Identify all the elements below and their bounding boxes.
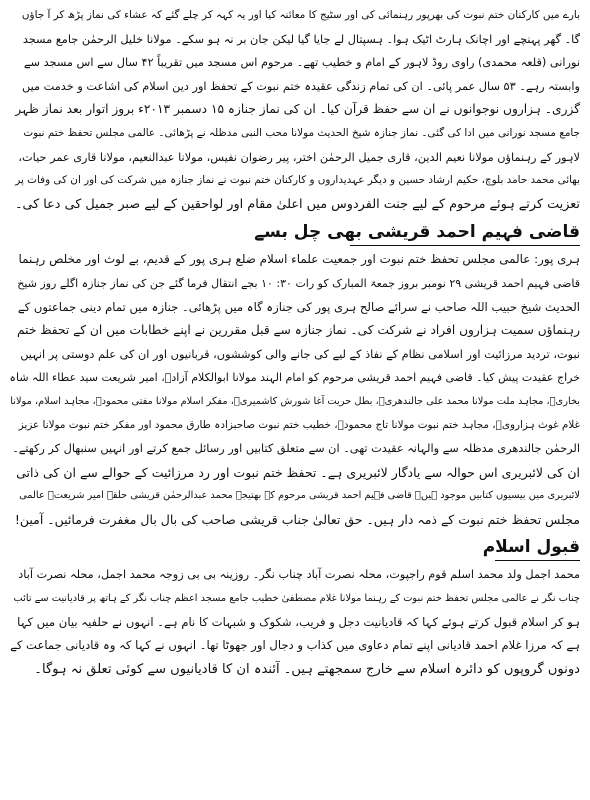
text-line: چناب نگر نے عالمی مجلس تحفظ ختم نبوت کے رہنما مولانا غلام مصطفیٰ خطیب جامع مسجد اعظم چناب نگر کے ہاتھ پر قادیانیت سے تائب [13, 593, 580, 605]
obituary-paragraph [10, 248, 580, 531]
heading-underline [495, 560, 580, 561]
section-heading: قبول اسلام [482, 537, 580, 558]
text-line: غلام غوث ہزارویؒ، مجاہد ختم نبوت مولانا تاج محمودؒ، خطیب ختم نبوت صاحبزادہ طارق محمود اور مفکر ختم نبوت مولانا عزیز [18, 418, 580, 431]
text-line: جامع مسجد نورانی میں ادا کی گئی۔ نماز جنازہ شیخ الحدیث مولانا محب النبی مدظلہ نے پڑھائی۔ عالمی مجلس تحفظ ختم نبوت [23, 126, 580, 139]
text-line: بھائی محمد حامد بلوچ، حکیم ارشاد حسین و دیگر عہدیداروں و کارکنان ختم نبوت نے نماز جنازہ میں شرکت کی اور ان کی وفات پر [15, 174, 580, 187]
text-line: نبوت، تردید مرزائیت اور اسلامی نظام کے نفاذ کے لیے کی جانے والی کوششوں، قربانیوں اور ان کی علم دوستی پر انہیں [20, 347, 580, 361]
text-line: قاضی فہیم احمد قریشی ۲۹ نومبر بروز جمعۃ المبارک کو رات ۳۰: ۱۰ بجے انتقال فرما گئے جن کی نماز جنازہ اگلے روز شیخ [17, 276, 580, 290]
text-line: ہو کر اسلام قبول کرتے ہوئے کہا کہ قادیانیت دجل و فریب، شکوک و شبہات کا نام ہے۔ انہوں نے حلفیہ بیان میں کہا [17, 614, 580, 629]
text-line: مجلس تحفظ ختم نبوت کے ذمہ دار ہیں۔ حق تعالیٰ جناب قریشی صاحب کی بال بال مغفرت فرمائیں۔ آمین! [14, 511, 580, 527]
text-line: وابستہ رہے۔ ۵۳ سال عمر پائی۔ ان کی تمام زندگی عقیدہ ختم نبوت کے تحفظ اور دین اسلام کی اشاعت و خدمت میں [22, 79, 580, 93]
text-line: ان کی لائبریری اس حوالہ سے یادگار لائبریری ہے۔ تحفظ ختم نبوت اور رد مرزائیت کے حوالے سے ان کی ذاتی [16, 464, 580, 480]
text-line: ہری پور: عالمی مجلس تحفظ ختم نبوت اور جمعیت علماء اسلام ضلع ہری پور کے قدیم، بے لوث اور مخلص رہنما [18, 252, 580, 267]
text-line: لائبریری میں بیسیوں کتابیں موجود ہیں۔ قاضی فہیم احمد قریشی مرحوم کے بھتیجے محمد عبدالرحمٰن قریشی حلقہ امیر شریعتؒ عالمی [19, 490, 580, 502]
text-line: ہے کہ مرزا غلام احمد قادیانی اپنے تمام دعاوی میں کذاب و دجال اور جھوٹا تھا۔ انہوں نے کہا کہ وہ قادیانی جماعت کے [10, 638, 580, 653]
text-line: خراج عقیدت پیش کیا۔ قاضی فہیم احمد قریشی مرحوم کو امام الہند مولانا ابوالکلام آزادؒ، امیر شریعت سید عطاء اللہ شاہ [9, 371, 580, 385]
text-line: بارے میں کارکنان ختم نبوت کی بھرپور رہنمائی کی اور سٹیج کا معائنہ کیا اور یہ کہہ کر چلے گئے کہ عشاء کی نماز پڑھ کر آ جاؤں [21, 9, 580, 21]
text-line: گزری۔ ہزاروں نوجوانوں نے ان سے حفظ قرآن کیا۔ ان کی نماز جنازہ ۱۵ دسمبر ۲۰۱۳ء بروز اتوار بعد نماز ظہر [15, 102, 580, 117]
text-line: الحدیث شیخ حبیب اللہ صاحب نے سرائے صالح ہری پور کی جنازہ گاہ میں پڑھائی۔ جنازہ میں تمام دینی جماعتوں کے [17, 299, 580, 314]
text-line: تعزیت کرتے ہوئے مرحوم کے لیے جنت الفردوس میں اعلیٰ مقام اور لواحقین کے لیے صبر جمیل کی دعا کی۔ [14, 196, 580, 212]
text-line: نورانی (قلعہ محمدی) راوی روڈ لاہور کے امام و خطیب تھے۔ مرحوم اس مسجد میں تقریباً ۴۲ سال سے اس مسجد سے [23, 56, 580, 70]
text-line: دونوں گروپوں کو دائرہ اسلام سے خارج سمجھتے ہیں۔ آئندہ ان کا قادیانیوں سے کوئی تعلق نہ ہوگا۔ [34, 661, 580, 677]
intro-paragraph [10, 4, 580, 216]
text-line: لاہور کے رہنماؤں مولانا نعیم الدین، قاری جمیل الرحمٰن اختر، پیر رضوان نفیس، مولانا عبدالنعیم، مولانا قاری عمر حیات، [18, 150, 580, 164]
section-heading-wrapper [10, 533, 580, 563]
section-heading-wrapper [10, 218, 580, 248]
text-line: بخاریؒ، مجاہد ملت مولانا محمد علی جالندھریؒ، بطل حریت آغا شورش کاشمیریؒ، مفکر اسلام مولانا مفتی محمودؒ، مجاہد اسلام، مولانا [10, 395, 580, 407]
section-heading: قاضی فہیم احمد قریشی بھی چل بسے [254, 222, 580, 243]
text-line: گا۔ گھر پہنچے اور اچانک ہارٹ اٹیک ہوا۔ ہسپتال لے جایا گیا لیکن جان بر نہ ہو سکے۔ مولانا خلیل الرحمٰن جامع مسجد [22, 32, 580, 46]
text-line: رہنماؤں سمیت ہزاروں افراد نے شرکت کی۔ نماز جنازہ سے قبل مقررین نے اپنے خطابات میں ان کے تحفظ ختم [17, 323, 580, 338]
heading-underline [350, 245, 580, 246]
text-line: الرحمٰن جالندھری مدظلہ سے والہانہ عقیدت تھی۔ ان سے متعلق کتابیں اور رسائل جمع کرتے اور انہیں سنبھال کر رکھتے۔ [12, 442, 580, 456]
text-line: محمد اجمل ولد محمد اسلم قوم راجپوت، محلہ نصرت آباد چناب نگر۔ روزینہ بی بی زوجہ محمد اجمل، محلہ نصرت آباد [18, 568, 580, 582]
conversion-paragraph [10, 563, 580, 681]
